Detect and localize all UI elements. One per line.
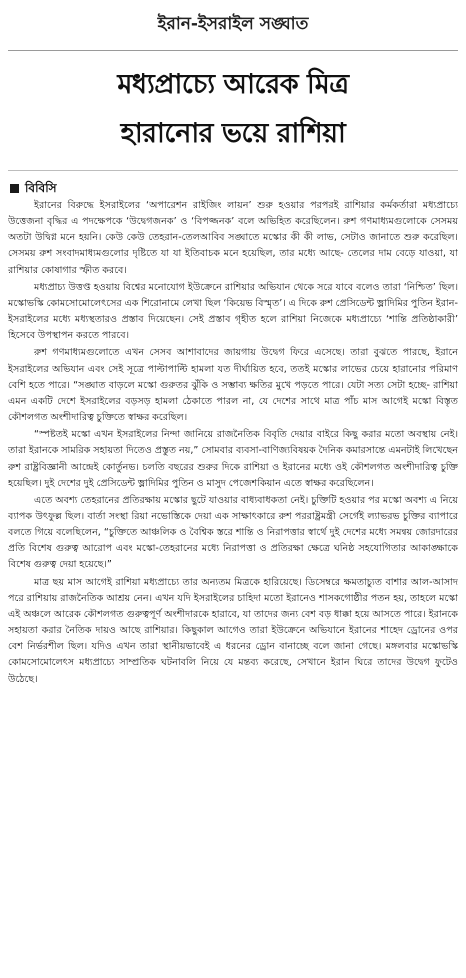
paragraph-5: এতে অবশ্য তেহরানের প্রতিরক্ষায় মস্কোর ছুটে যাওয়ার বাধ্যবাধকতা নেই। চুক্তিটি হওয়ার পর মস্কো অবশ্য এ নিয়ে ব্যাপক উৎফুল্ল ছিল। বার্তা সংস্থা রিয়া নভোস্তিকে দেয়া এক সাক্ষাৎকারে রুশ পররাষ্ট্রমন্ত্রী সের্গেই ল্যাভরভ চুক্তির ব্যাপারে বলতে গিয়ে বলেছিলেন, “চুক্তিতে আঞ্চলিক ও বৈশ্বিক স্তরে শান্তি ও নিরাপত্তার স্বার্থে দুই দেশের মধ্যে সমন্বয় জোরদারের প্রতি বিশেষ গুরুত্ব আরোপ এবং মস্কো-তেহরানের মধ্যে নিরাপত্তা ও প্রতিরক্ষা ক্ষেত্রে ঘনিষ্ঠ সহযোগিতার আকাঙ্ক্ষাকে বিশেষ গুরুত্ব দেয়া হয়েছে।” (8, 494, 458, 571)
article-headline (4, 60, 462, 160)
kicker-row (8, 6, 458, 51)
paragraph-6: মাত্র ছয় মাস আগেই রাশিয়া মধ্যপ্রাচ্যে তার অন্যতম মিত্রকে হারিয়েছে। ডিসেম্বরে ক্ষমতাচ্যুত বাশার আল-আসাদ পরে রাশিয়ায় রাজনৈতিক আশ্রয় নেন। এখন যদি ইসরাইলের চাহিদা মতো ইরানেও শাসকগোষ্ঠীর পতন হয়, তাহলে মস্কো এই অঞ্চলে আরেক কৌশলগত গুরুত্বপূর্ণ অংশীদারকে হারাবে, যা তাদের জন্য বেশ বড় ধাক্কা হয়ে আসতে পারে। ইরানকে সহায়তা করার নৈতিক দায়ও আছে রাশিয়ার। কিছুকাল আগেও তারা ইউক্রেনে অভিযানে ইরানের শাহেদ ড্রোনের ওপর বেশ নির্ভরশীল ছিল। যদিও এখন তারা স্থানীয়ভাবেই এ ধরনের ড্রোন বানাচ্ছে বলে জানা গেছে। মঙ্গলবার মস্কোভস্কি কোমসোমোলেৎস মধ্যপ্রাচ্যে সাম্প্রতিক ঘটনাবলি নিয়ে যে মন্তব্য করেছে, সেখানে ইরান ঘিরে তাদের উদ্বেগ ফুটেও উঠেছে। (8, 576, 458, 685)
square-bullet-icon (10, 184, 19, 193)
article-body (8, 198, 458, 972)
headline-line-1: মধ্যপ্রাচ্যে আরেক মিত্র (117, 69, 349, 100)
headline-line-2: হারানোর ভয়ে রাশিয়া (120, 118, 346, 149)
byline (10, 178, 57, 198)
section-kicker: ইরান-ইসরাইল সঙ্ঘাত (157, 14, 309, 34)
paragraph-1: ইরানের বিরুদ্ধে ইসরাইলের ‘অপারেশন রাইজিং লায়ন’ শুরু হওয়ার পরপরই রাশিয়ার কর্মকর্তারা মধ্যপ্রাচ্যে উত্তেজনা বৃদ্ধির এ পদক্ষেপকে ‘উদ্বেগজনক’ ও ‘বিপজ্জনক’ বলে অভিহিত করেছিলেন। রুশ গণমাধ্যমগুলোকে সেসময় অতটা উদ্বিগ্ন মনে হয়নি। কেউ কেউ তেহরান-তেলআবিব সঙ্ঘাতে মস্কোর কী কী লাভ, সেটাও জানাতে শুরু করেছিল। সেসময় রুশ সংবাদমাধ্যমগুলোর দৃষ্টিতে যা যা ইতিবাচক মনে হয়েছিল, তার মধ্যে আছে- তেলের দাম বেড়ে যাওয়া, যা রাশিয়ার কোষাগার স্ফীত করবে। (8, 200, 458, 276)
paragraph-4: “স্পষ্টতই মস্কো এখন ইসরাইলের নিন্দা জানিয়ে রাজনৈতিক বিবৃতি দেয়ার বাইরে কিছু করার মতো অবস্থায় নেই। তারা ইরানকে সামরিক সহায়তা দিতেও প্রস্তুত নয়,” সোমবার ব্যবসা-বাণিজ্যবিষয়ক দৈনিক কমারসান্তে এমনটাই লিখেছেন রুশ রাষ্ট্রবিজ্ঞানী আন্দ্রেই কোর্তুনভ। চলতি বছরের শুরুর দিকে রাশিয়া ও ইরানের মধ্যে ওই কৌশলগত অংশীদারিত্ব চুক্তি হয়েছিল। দুই দেশের দুই প্রেসিডেন্ট ভ্লাদিমির পুতিন ও মাসুদ পেজেশকিয়ান এতে স্বাক্ষর করেছিলেন। (8, 429, 458, 489)
paragraph-3: রুশ গণমাধ্যমগুলোতে এখন সেসব আশাবাদের জায়গায় উদ্বেগ ফিরে এসেছে। তারা বুঝতে পারছে, ইরানে ইসরাইলের অভিযান এবং সেই সূত্রে পাল্টাপাল্টি হামলা যত দীর্ঘায়িত হবে, ততই মস্কোর লাভের চেয়ে হারানোর পরিমাণ বেশি হতে পারে। “সঙ্ঘাত বাড়লে মস্কো গুরুতর ঝুঁকি ও সম্ভাব্য ক্ষতির মুখে পড়তে পারে। যেটা সত্য সেটা হচ্ছে- রাশিয়া এমন একটি দেশে ইসরাইলের বড়সড় হামলা ঠেকাতে পারল না, যে দেশের সাথে মাত্র পাঁচ মাস আগেই মস্কো বিস্তৃত কৌশলগত অংশীদারিত্ব চুক্তিতে স্বাক্ষর করেছিল। (8, 347, 458, 424)
divider-rule (8, 170, 458, 171)
paragraph-2: মধ্যপ্রাচ্য উত্তপ্ত হওয়ায় বিশ্বের মনোযোগ ইউক্রেনে রাশিয়ার অভিযান থেকে সরে যাবে বলেও তারা ‘নিশ্চিত’ ছিল। মস্কোভস্কি কোমসোমোলেৎসের এক শিরোনামে লেখা ছিল ‘কিয়েভ বিস্মৃত’। এ দিকে রুশ প্রেসিডেন্ট ভ্লাদিমির পুতিন ইরান-ইসরাইলের মধ্যে মধ্যস্থতারও প্রস্তাব দিয়েছেন। সেই প্রস্তাব গৃহীত হলে রাশিয়া নিজেকে মধ্যপ্রাচ্যে ‘শান্তি প্রতিষ্ঠাকারী’ হিসেবে উপস্থাপন করতে পারবে। (8, 281, 458, 342)
news-source: বিবিসি (25, 181, 57, 195)
